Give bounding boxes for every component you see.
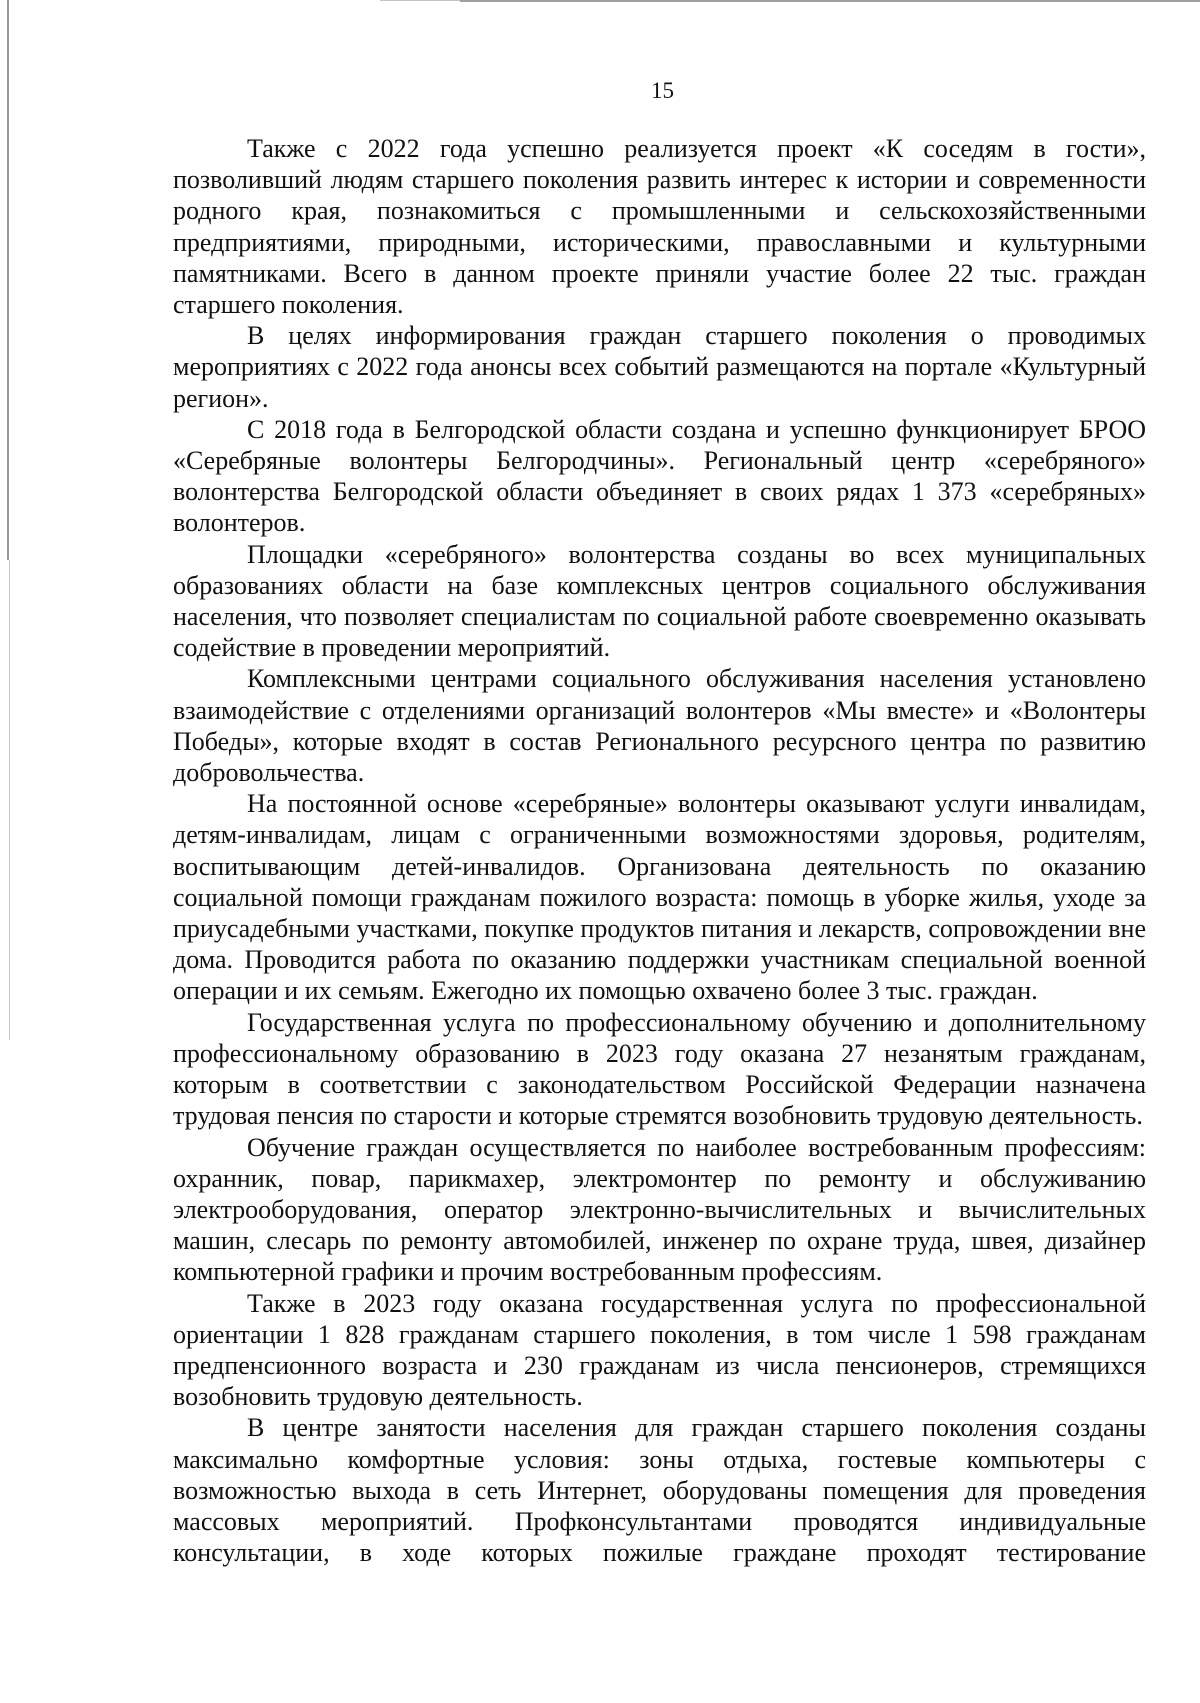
paragraph-professii: Обучение граждан осуществляется по наиболее востребованным профессиям: охранник, повар, парикмахер, электромонтер по ремонту и обслуживанию электрооборудования, оператор электронно-вычислительных и вычислительных машин, слесарь по ремонту автомобилей, инженер по охране труда, швея, дизайнер компьютерной графики и прочим востребованным профессиям.: [173, 1132, 1146, 1287]
paragraph-proforientatsiya: Также в 2023 году оказана государственная услуга по профессиональной ориентации 1 828 гражданам старшего поколения, в том числе 1 598 гражданам предпенсионного возраста и 230 гражданам из числа пенсионеров, стремящихся возобновить трудовую деятельность.: [173, 1288, 1146, 1412]
paragraph-tsentr-zanyatosti: В центре занятости населения для граждан старшего поколения созданы максимально комфортные условия: зоны отдыха, гостевые компьютеры с возможностью выхода в сеть Интернет, оборудованы помещения для проведения массовых мероприятий. Профконсультантами проводятся индивидуальные консультации, в ходе которых пожилые граждане проходят тестирование: [173, 1413, 1146, 1568]
scan-edge-top-faint: [380, 0, 460, 1]
page-number: 15: [651, 78, 674, 103]
paragraph-informirovanie: В целях информирования граждан старшего поколения о проводимых мероприятиях с 2022 года анонсы всех событий размещаются на портале «Культурный регион».: [173, 321, 1146, 413]
paragraph-vzaimodeystvie: Комплексными центрами социального обслуживания населения установлено взаимодействие с отделениями организаций волонтеров «Мы вместе» и «Волонтеры Победы», которые входят в состав Регионального ресурсного центра по развитию добровольчества.: [173, 664, 1146, 788]
document-body: [173, 133, 1146, 1568]
paragraph-ploshchadki: Площадки «серебряного» волонтерства созданы во всех муниципальных образованиях области на базе комплексных центров социального обслуживания населения, что позволяет специалистам по социальной работе своевременно оказывать содействие в проведении мероприятий.: [173, 539, 1146, 663]
paragraph-k-sosedyam-v-gosti: Также с 2022 года успешно реализуется проект «К соседям в гости», позволивший людям старшего поколения развить интерес к истории и современности родного края, познакомиться с промышленными и сельскохозяйственными предприятиями, природными, историческими, православными и культурными памятниками. Всего в данном проекте приняли участие более 22 тыс. граждан старшего поколения.: [173, 134, 1146, 320]
paragraph-serebryanye-volontery: С 2018 года в Белгородской области создана и успешно функционирует БРОО «Серебряные волонтеры Белгородчины». Региональный центр «серебряного» волонтерства Белгородской области объединяет в своих рядах 1 373 «серебряных» волонтеров.: [173, 414, 1146, 538]
scan-edge-top: [460, 0, 1200, 2]
scan-edge-left-lower: [9, 560, 10, 1040]
paragraph-uslugi-volonterov: На постоянной основе «серебряные» волонтеры оказывают услуги инвалидам, детям-инвалидам, лицам с ограниченными возможностями здоровья, родителям, воспитывающим детей-инвалидов. Организована деятельность по оказанию социальной помощи гражданам пожилого возраста: помощь в уборке жилья, уходе за приусадебными участками, покупке продуктов питания и лекарств, сопровождении вне дома. Проводится работа по оказанию поддержки участникам специальной военной операции и их семьям. Ежегодно их помощью охвачено более 3 тыс. граждан.: [173, 789, 1146, 1006]
paragraph-professionalnoe-obuchenie: Государственная услуга по профессиональному обучению и дополнительному профессиональному образованию в 2023 году оказана 27 незанятым гражданам, которым в соответствии с законодательством Российской Федерации назначена трудовая пенсия по старости и которые стремятся возобновить трудовую деятельность.: [173, 1007, 1146, 1131]
